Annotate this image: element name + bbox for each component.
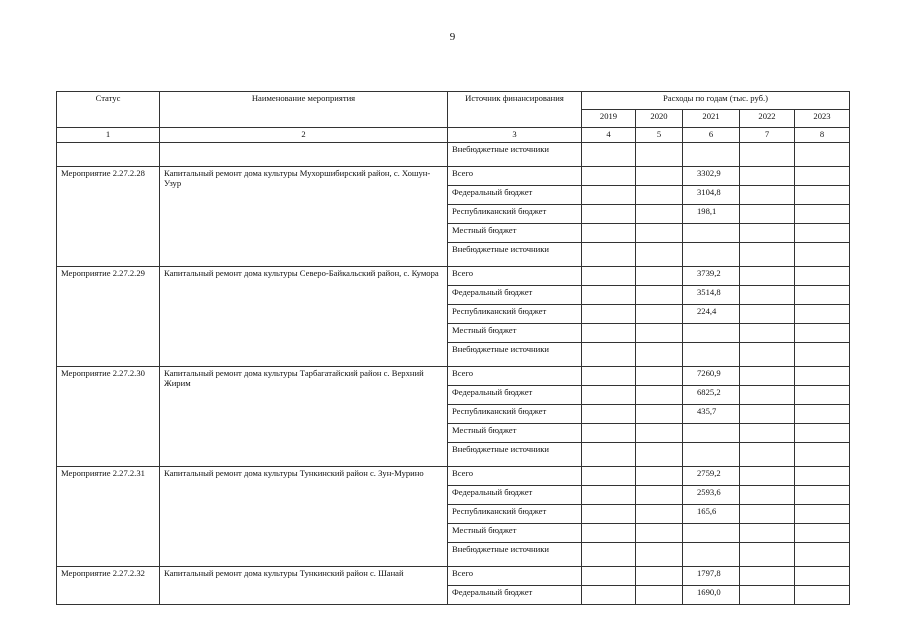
value-cell [582,486,636,505]
value-cell [740,467,795,486]
table-row [57,467,850,486]
value-2021 [683,424,740,443]
value-cell [636,205,683,224]
header-year: 2020 [636,110,683,128]
value-cell [740,486,795,505]
value-cell [636,586,683,605]
value-cell [582,543,636,567]
value-2021: 224,4 [683,305,740,324]
value-cell [582,324,636,343]
event-name: Капитальный ремонт дома культуры Северо-Байкальский район, с. Кумора [160,267,448,367]
value-cell [636,324,683,343]
source-cell: Всего [448,467,582,486]
value-2021: 165,6 [683,505,740,524]
value-cell [795,205,850,224]
value-2021: 3514,8 [683,286,740,305]
source-cell: Внебюджетные источники [448,143,582,167]
value-cell [582,205,636,224]
value-cell [636,567,683,586]
value-2021: 3104,8 [683,186,740,205]
value-cell [636,505,683,524]
value-cell [636,543,683,567]
col-number: 3 [448,128,582,143]
value-2021 [683,224,740,243]
header-expenses: Расходы по годам (тыс. руб.) [582,92,850,110]
source-cell: Всего [448,267,582,286]
value-cell [636,367,683,386]
table-row [57,267,850,286]
source-cell: Местный бюджет [448,524,582,543]
value-cell [795,267,850,286]
value-cell [582,367,636,386]
table-row [57,567,850,586]
value-cell [636,305,683,324]
value-cell [582,243,636,267]
value-cell [795,324,850,343]
value-cell [582,167,636,186]
value-cell [636,467,683,486]
value-cell [740,424,795,443]
value-cell [740,243,795,267]
value-cell [740,286,795,305]
value-cell [740,586,795,605]
col-number: 1 [57,128,160,143]
col-number: 2 [160,128,448,143]
value-cell [582,586,636,605]
source-cell: Внебюджетные источники [448,543,582,567]
value-cell [740,405,795,424]
source-cell: Республиканский бюджет [448,305,582,324]
col-number: 6 [683,128,740,143]
value-cell [582,286,636,305]
col-number: 4 [582,128,636,143]
source-cell: Республиканский бюджет [448,205,582,224]
value-cell [795,486,850,505]
value-cell [636,186,683,205]
value-cell [636,405,683,424]
source-cell: Внебюджетные источники [448,443,582,467]
source-cell: Внебюджетные источники [448,343,582,367]
value-2021 [683,324,740,343]
value-cell [795,224,850,243]
page-number: 9 [449,31,456,43]
value-cell [740,543,795,567]
value-cell [636,443,683,467]
value-cell [795,586,850,605]
value-cell [740,505,795,524]
value-cell [582,405,636,424]
value-2021: 435,7 [683,405,740,424]
value-cell [740,443,795,467]
header-year: 2019 [582,110,636,128]
value-cell [795,243,850,267]
value-2021: 1690,0 [683,586,740,605]
value-cell [582,386,636,405]
value-2021 [683,243,740,267]
value-cell [795,443,850,467]
table-row [57,167,850,186]
value-cell [795,305,850,324]
value-cell [795,167,850,186]
value-2021: 3302,9 [683,167,740,186]
value-2021: 7260,9 [683,367,740,386]
source-cell: Республиканский бюджет [448,405,582,424]
event-name: Капитальный ремонт дома культуры Тункинский район с. Зун-Мурино [160,467,448,567]
source-cell: Всего [448,167,582,186]
value-cell [582,505,636,524]
value-cell [582,267,636,286]
event-name: Капитальный ремонт дома культуры Тункинский район с. Шанай [160,567,448,605]
value-cell [795,286,850,305]
value-cell [740,524,795,543]
header-source: Источник финансирования [448,92,582,128]
event-status: Мероприятие 2.27.2.32 [57,567,160,605]
value-cell [795,567,850,586]
value-cell [795,186,850,205]
value-cell [795,405,850,424]
value-cell [582,305,636,324]
value-cell [582,343,636,367]
expenses-table [56,91,850,605]
value-2021: 6825,2 [683,386,740,405]
value-cell [582,224,636,243]
value-cell [740,386,795,405]
source-cell: Федеральный бюджет [448,186,582,205]
source-cell: Федеральный бюджет [448,286,582,305]
table-row [57,367,850,386]
value-2021 [683,343,740,367]
event-status: Мероприятие 2.27.2.31 [57,467,160,567]
col-number: 7 [740,128,795,143]
value-cell [740,324,795,343]
value-cell [582,424,636,443]
value-cell [795,343,850,367]
value-2021 [683,524,740,543]
source-cell: Местный бюджет [448,224,582,243]
source-cell: Федеральный бюджет [448,586,582,605]
value-cell [740,367,795,386]
value-2021: 2593,6 [683,486,740,505]
value-2021: 198,1 [683,205,740,224]
event-status: Мероприятие 2.27.2.29 [57,267,160,367]
value-2021 [683,543,740,567]
value-cell [636,343,683,367]
value-cell [740,167,795,186]
value-cell [582,467,636,486]
value-cell [740,224,795,243]
value-cell [795,467,850,486]
col-number: 8 [795,128,850,143]
value-cell [795,386,850,405]
event-status: Мероприятие 2.27.2.30 [57,367,160,467]
value-2021: 2759,2 [683,467,740,486]
value-cell [636,243,683,267]
value-cell [795,505,850,524]
value-2021: 3739,2 [683,267,740,286]
source-cell: Местный бюджет [448,324,582,343]
value-cell [740,305,795,324]
value-cell [740,186,795,205]
header-year: 2021 [683,110,740,128]
source-cell: Федеральный бюджет [448,486,582,505]
value-cell [636,267,683,286]
value-cell [636,424,683,443]
source-cell: Местный бюджет [448,424,582,443]
source-cell: Всего [448,367,582,386]
value-2021 [683,443,740,467]
value-cell [582,524,636,543]
value-cell [636,286,683,305]
event-name: Капитальный ремонт дома культуры Мухоршибирский район, с. Хошун-Узур [160,167,448,267]
value-cell [740,343,795,367]
value-cell [636,524,683,543]
value-cell [740,205,795,224]
value-cell [636,224,683,243]
value-cell [636,486,683,505]
col-number: 5 [636,128,683,143]
header-name: Наименование мероприятия [160,92,448,128]
value-cell [582,443,636,467]
header-status: Статус [57,92,160,128]
value-cell [740,267,795,286]
value-cell [582,567,636,586]
header-year: 2022 [740,110,795,128]
value-2021: 1797,8 [683,567,740,586]
header-year: 2023 [795,110,850,128]
value-cell [740,567,795,586]
value-cell [636,386,683,405]
value-cell [795,367,850,386]
value-cell [795,424,850,443]
source-cell: Внебюджетные источники [448,243,582,267]
source-cell: Республиканский бюджет [448,505,582,524]
source-cell: Федеральный бюджет [448,386,582,405]
event-status: Мероприятие 2.27.2.28 [57,167,160,267]
value-cell [636,167,683,186]
source-cell: Всего [448,567,582,586]
value-cell [795,543,850,567]
value-cell [795,524,850,543]
value-cell [582,186,636,205]
event-name: Капитальный ремонт дома культуры Тарбагатайский район с. Верхний Жирим [160,367,448,467]
